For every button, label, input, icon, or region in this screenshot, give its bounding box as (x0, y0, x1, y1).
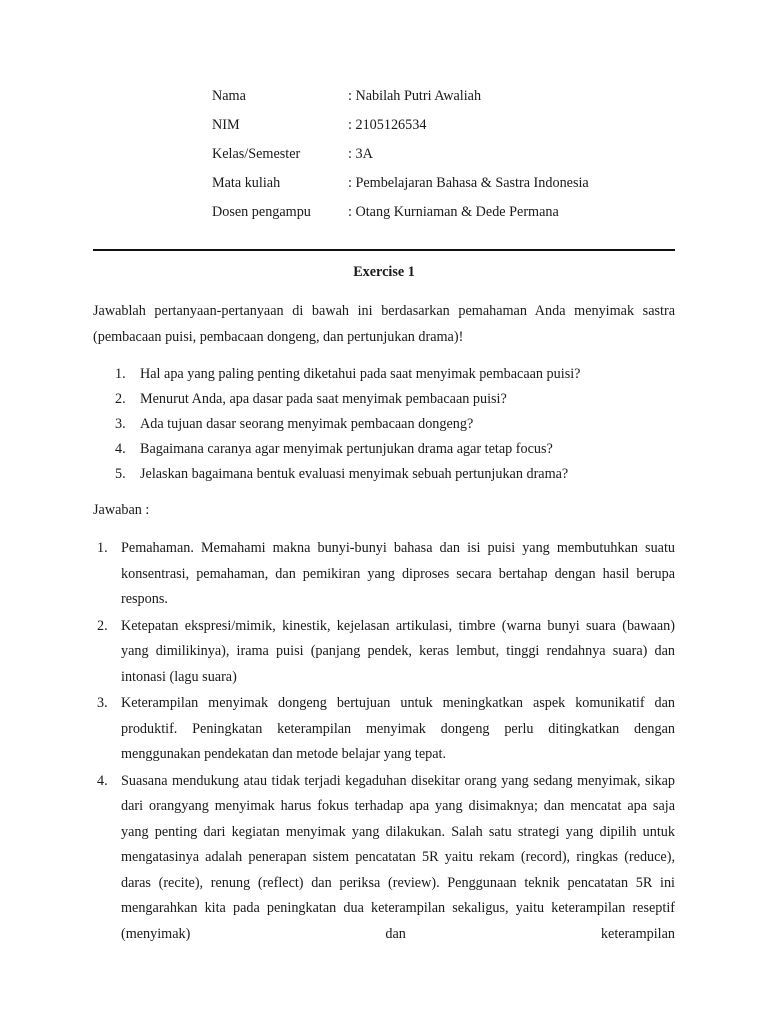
info-row-dosen (212, 202, 589, 231)
info-label: Dosen pengampu (212, 204, 311, 220)
answer-number: 3. (97, 695, 108, 711)
question-text: Menurut Anda, apa dasar pada saat menyimak pembacaan puisi? (140, 391, 507, 407)
info-row-mata-kuliah (212, 173, 589, 202)
question-item (115, 412, 675, 437)
info-value: : Pembelajaran Bahasa & Sastra Indonesia (348, 175, 589, 191)
answer-text: Keterampilan menyimak dongeng bertujuan untuk meningkatkan aspek komunikatif dan produktif. Peningkatan keterampilan menyimak dongeng perlu ditingkatkan dengan menggunakan pendekatan dan metode belajar yang tepat. (121, 695, 675, 762)
info-label: Kelas/Semester (212, 146, 301, 162)
question-number: 3. (115, 416, 126, 432)
answer-text: Pemahaman. Memahami makna bunyi-bunyi bahasa dan isi puisi yang membutuhkan suatu konsentrasi, pemahaman, dan pemikiran yang diproses secara bertahap dengan hasil berupa respons. (121, 540, 675, 607)
answer-number: 4. (97, 772, 108, 789)
info-value: : Nabilah Putri Awaliah (348, 88, 482, 104)
answer-number: 1. (97, 540, 108, 556)
info-row-nama (212, 86, 589, 115)
info-row-kelas (212, 144, 589, 173)
student-info (212, 86, 589, 231)
instructions-paragraph: Jawablah pertanyaan-pertanyaan di bawah ini berdasarkan pemahaman Anda menyimak sastra (pembacaan puisi, pembacaan dongeng, dan pertunjukan drama)! (93, 303, 675, 345)
answer-item (97, 536, 675, 613)
question-text: Bagaimana caranya agar menyimak pertunjukan drama agar tetap focus? (140, 441, 553, 457)
question-number: 2. (115, 391, 126, 407)
question-text: Jelaskan bagaimana bentuk evaluasi menyimak sebuah pertunjukan drama? (140, 466, 569, 482)
answer-list (97, 536, 675, 948)
info-label: Nama (212, 88, 246, 104)
divider-line (93, 249, 675, 251)
question-text: Ada tujuan dasar seorang menyimak pembacaan dongeng? (140, 416, 474, 432)
answer-number: 2. (97, 617, 108, 634)
question-number: 1. (115, 366, 126, 382)
info-label: Mata kuliah (212, 175, 281, 191)
info-value: : Otang Kurniaman & Dede Permana (348, 204, 559, 220)
answer-item (97, 614, 675, 691)
answers-heading: Jawaban : (93, 502, 150, 518)
question-text: Hal apa yang paling penting diketahui pada saat menyimak pembacaan puisi? (140, 366, 581, 382)
info-row-nim (212, 115, 589, 144)
question-number: 5. (115, 466, 126, 482)
question-item (115, 462, 675, 487)
question-item (115, 362, 675, 387)
answer-item (97, 769, 675, 948)
answer-text: Ketepatan ekspresi/mimik, kinestik, kejelasan artikulasi, timbre (warna bunyi suara (bawaan) yang dimilikinya), irama puisi (panjang pendek, keras lembut, tinggi rendahnya suara) dan intonasi (lagu suara) (121, 617, 675, 685)
exercise-title: Exercise 1 (353, 264, 415, 280)
info-value: : 2105126534 (348, 117, 427, 133)
answer-item (97, 691, 675, 768)
question-item (115, 437, 675, 462)
question-item (115, 387, 675, 412)
question-number: 4. (115, 441, 126, 457)
info-label: NIM (212, 117, 240, 133)
answer-text: Suasana mendukung atau tidak terjadi kegaduhan disekitar orang yang sedang menyimak, sikap dari orangyang menyimak harus fokus terhadap apa yang disimaknya; dan mencatat apa saja yang penting dari kegiatan menyimak yang dilakukan. Salah satu strategi yang dipilih untuk mengatasinya adalah penerapan sistem pencatatan 5R yaitu rekam (record), ringkas (reduce), daras (recite), renung (reflect) dan periksa (review). Penggunaan teknik pencatatan 5R ini mengarahkan kita pada peningkatan dua keterampilan sekaligus, yaitu keterampilan reseptif (menyimak) dan keterampilan (121, 772, 675, 942)
info-value: : 3A (348, 146, 373, 162)
question-list (115, 362, 675, 487)
